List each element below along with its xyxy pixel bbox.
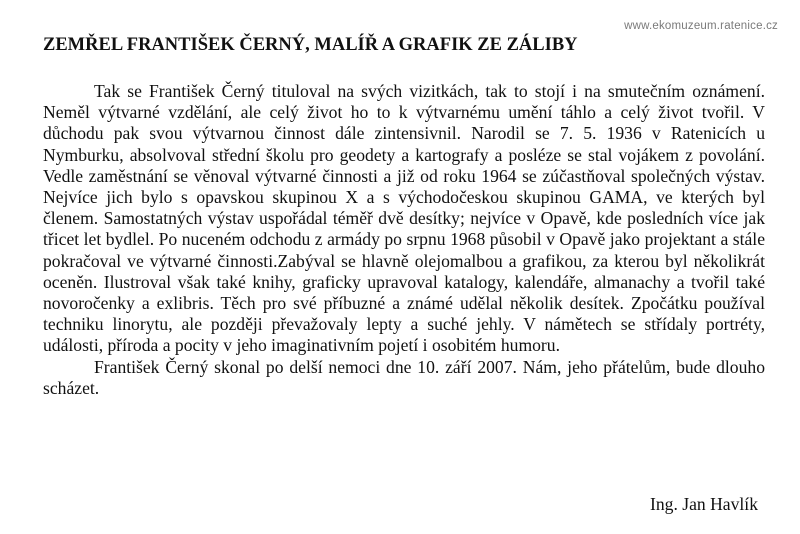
author-signature: Ing. Jan Havlík [650,494,758,514]
article-paragraph-1: Tak se František Černý tituloval na svých vizitkách, tak to stojí i na smutečním oznámení. Neměl výtvarné vzdělání, ale celý život ho to k výtvarnému umění táhlo a celý život tvořil. V důchodu pak svou výtvarnou činnost dále zintensivnil. Narodil se 7. 5. 1936 v Ratenicích u Nymburku, absolvoval střední školu pro geodety a kartografy a posléze se stal vojákem z povolání. Vedle zaměstnání se věnoval výtvarné činnosti a již od roku 1964 se zúčastňoval společných výstav. Nejvíce jich bylo s opavskou skupinou X a s východočeskou skupinou GAMA, ve kterých byl členem. Samostatných výstav uspořádal téměř dvě desítky; nejvíce v Opavě, kde posledních více jak třicet let bydlel. Po nuceném odchodu z armády po srpnu 1968 působil v Opavě jako projektant a stále pokračoval ve výtvarné činnosti.Zabýval se hlavně olejomalbou a grafikou, za kterou byl několikrát oceněn. Ilustroval však také knihy, graficky upravoval katalogy, kalendáře, almanachy a tvořil také novoročenky a exlibris. Těch pro své příbuzné a známé udělal několik desítek. Zpočátku používal techniku linorytu, ale později převažovaly lepty a suché jehly. V námětech se střídaly portréty, události, příroda a pocity v jeho imaginativním pojetí i osobitém humoru. [43,81,765,356]
watermark-url: www.ekomuzeum.ratenice.cz [624,20,778,32]
article-title: ZEMŘEL FRANTIŠEK ČERNÝ, MALÍŘ A GRAFIK ZE ZÁLIBY [43,35,578,55]
article-body [43,81,765,399]
article-paragraph-2: František Černý skonal po delší nemoci dne 10. září 2007. Nám, jeho přátelům, bude dlouho scházet. [43,356,765,398]
